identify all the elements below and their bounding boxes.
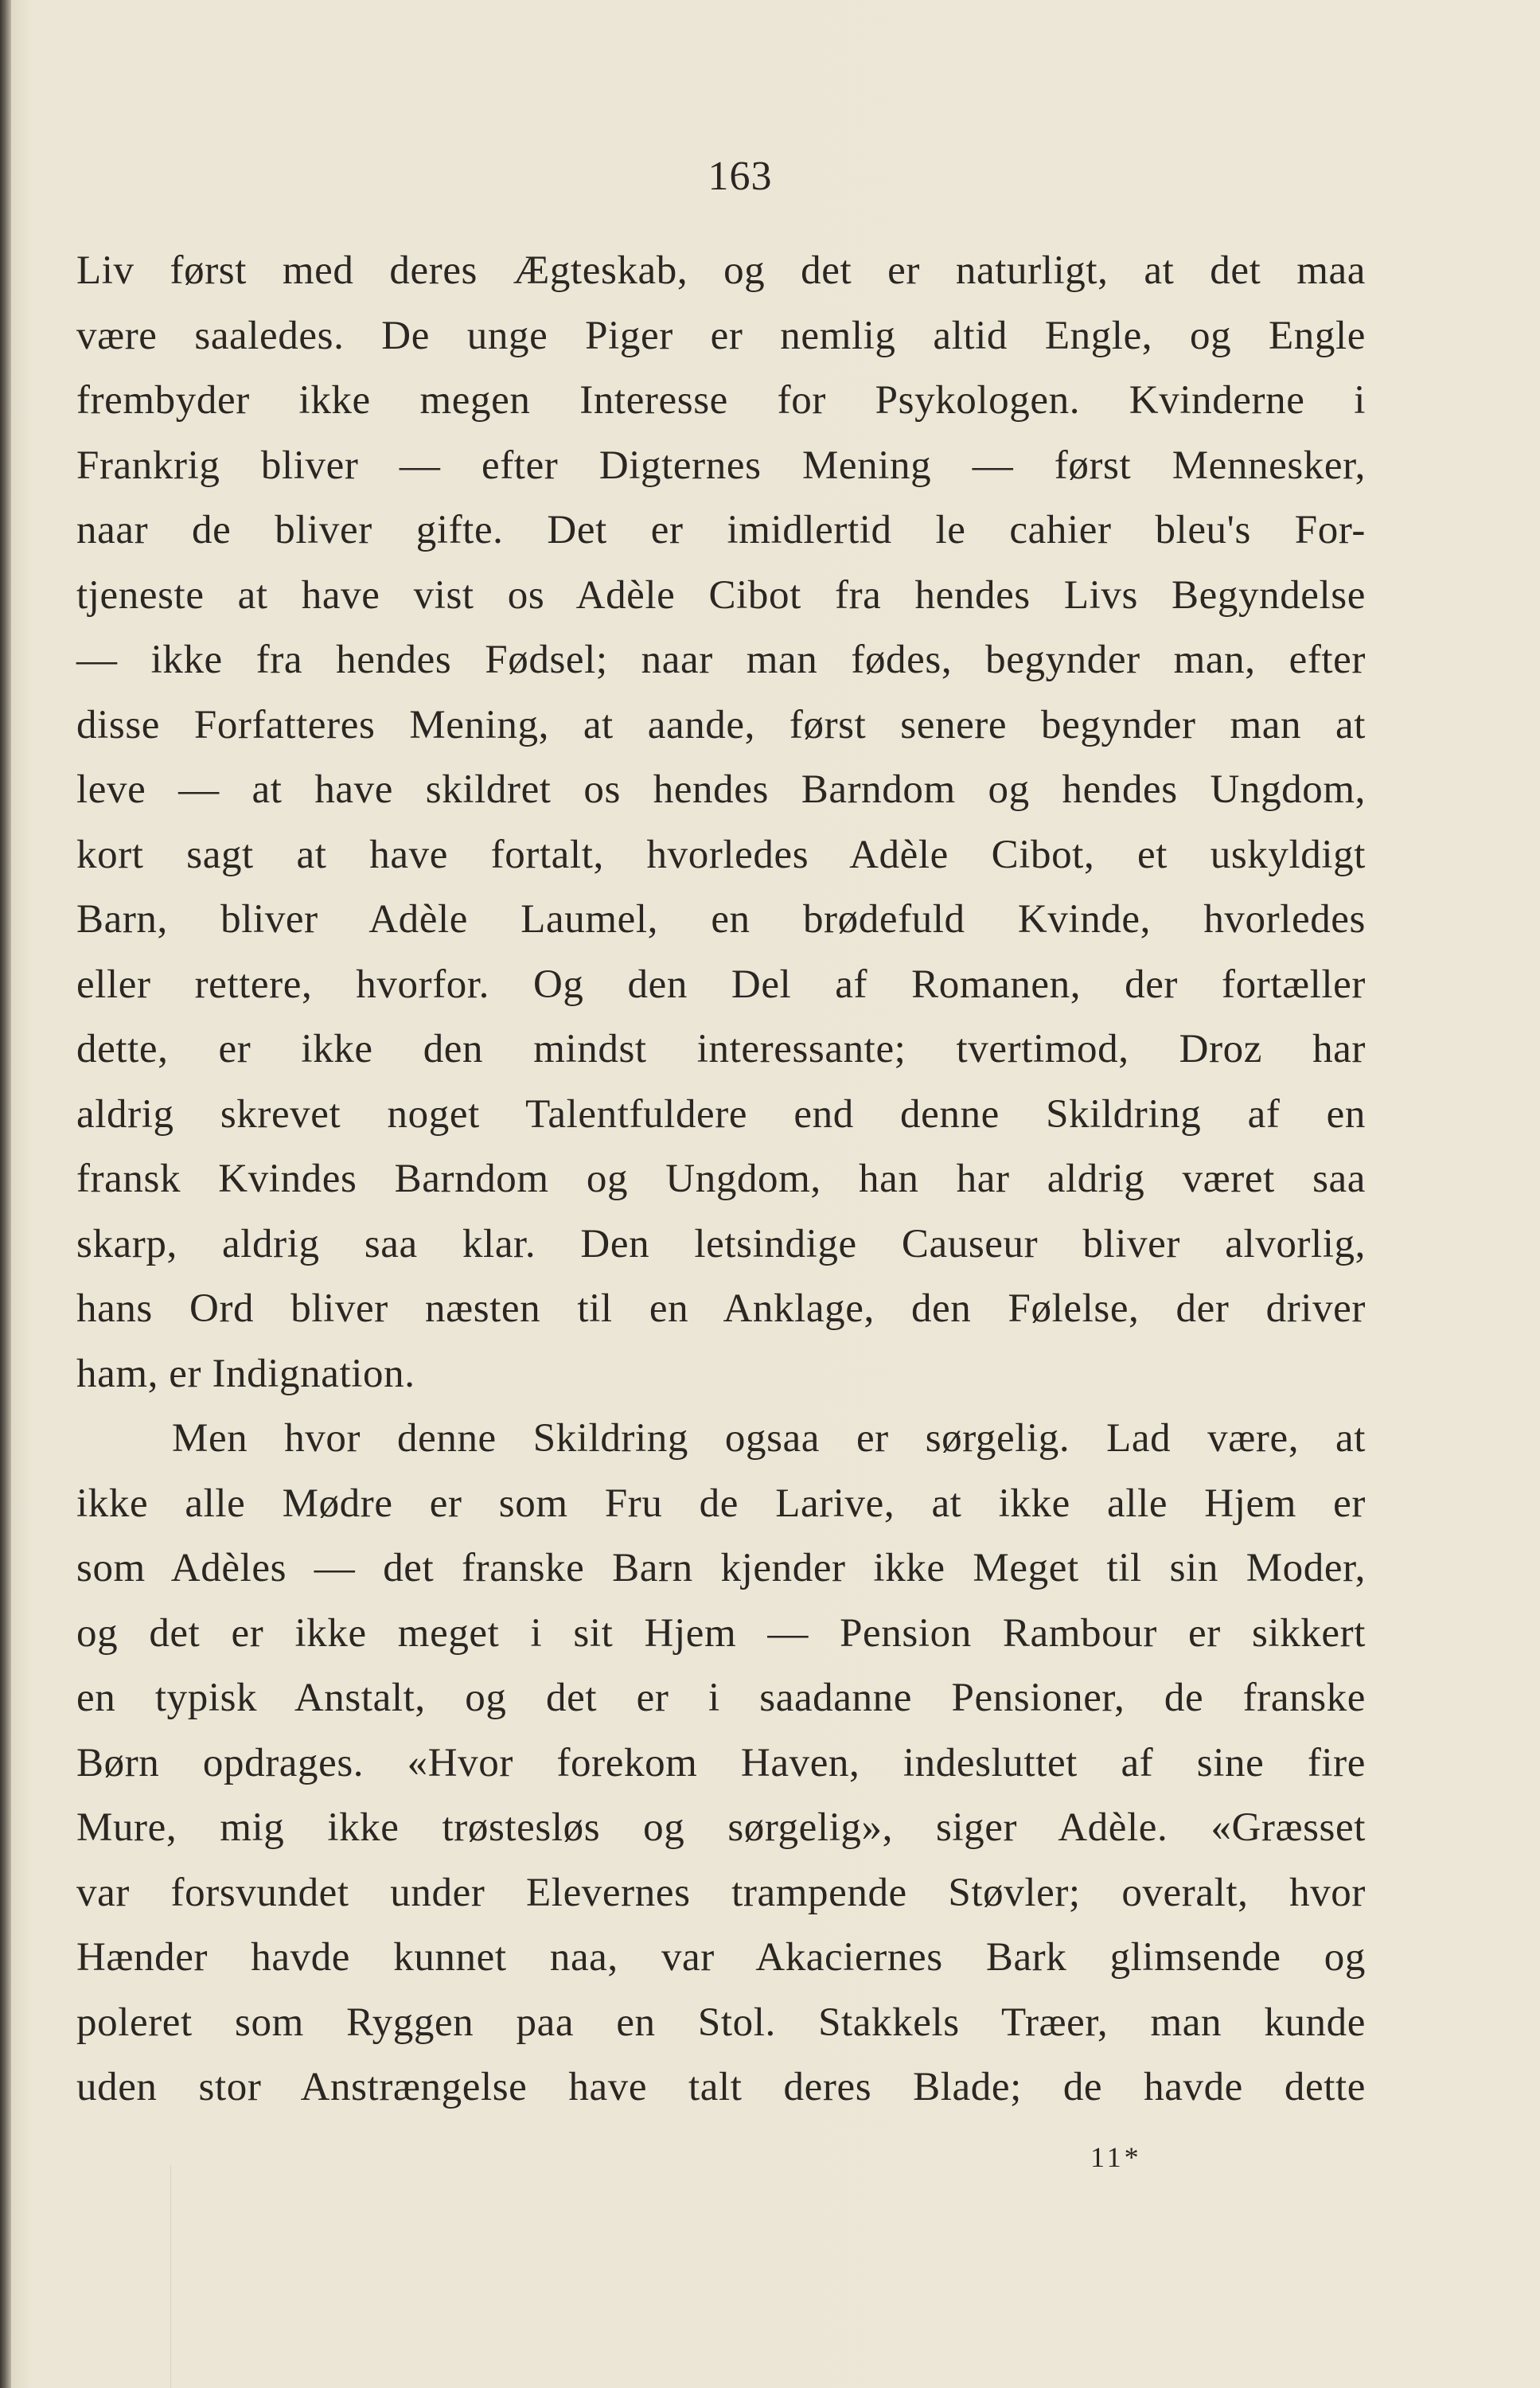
text-line: naar de bliver gifte. Det er imidlertid le cahier bleu's For- (76, 508, 1366, 552)
text-line: fransk Kvindes Barndom og Ungdom, han har aldrig været saa (76, 1157, 1366, 1201)
text-line: ham, er Indignation. (76, 1351, 415, 1396)
text-line: være saaledes. De unge Piger er nemlig altid Engle, og Engle (76, 313, 1366, 358)
text-line: eller rettere, hvorfor. Og den Del af Romanen, der fortæller (76, 962, 1366, 1007)
text-line: Børn opdrages. «Hvor forekom Haven, indesluttet af sine fire (76, 1740, 1366, 1785)
text-line: skarp, aldrig saa klar. Den letsindige Causeur bliver alvorlig, (76, 1221, 1366, 1266)
text-line: — ikke fra hendes Fødsel; naar man fødes, begynder man, efter (76, 638, 1366, 682)
text-line: poleret som Ryggen paa en Stol. Stakkels Træer, man kunde (76, 2000, 1366, 2045)
text-line: tjeneste at have vist os Adèle Cibot fra hendes Livs Begyndelse (76, 572, 1366, 618)
text-line: disse Forfatteres Mening, at aande, først senere begynder man at (76, 702, 1366, 747)
binding-edge (0, 0, 11, 2388)
text-line: uden stor Anstrængelse have talt deres Blade; de havde dette (76, 2065, 1366, 2109)
text-line: Liv først med deres Ægteskab, og det er naturligt, at det maa (76, 248, 1366, 293)
text-line: var forsvundet under Elevernes trampende Støvler; overalt, hvor (76, 1870, 1366, 1915)
text-line: Frankrig bliver — efter Digternes Mening — først Mennesker, (76, 443, 1366, 488)
text-line: dette, er ikke den mindst interessante; tvertimod, Droz har (76, 1027, 1366, 1071)
text-line: kort sagt at have fortalt, hvorledes Adèle Cibot, et uskyldigt (76, 832, 1366, 877)
text-line: som Adèles — det franske Barn kjender ikke Meget til sin Moder, (76, 1546, 1366, 1590)
text-line: og det er ikke meget i sit Hjem — Pension Rambour er sikkert (76, 1610, 1366, 1656)
text-line: en typisk Anstalt, og det er i saadanne Pensioner, de franske (76, 1676, 1366, 1720)
text-line: leve — at have skildret os hendes Barndom og hendes Ungdom, (76, 767, 1366, 812)
text-line: aldrig skrevet noget Talentfuldere end denne Skildring af en (76, 1091, 1366, 1137)
paragraph-start-line: Men hvor denne Skildring ogsaa er sørgelig. Lad være, at (172, 1416, 1366, 1461)
text-line: hans Ord bliver næsten til en Anklage, den Følelse, der driver (76, 1286, 1366, 1331)
text-line: frembyder ikke megen Interesse for Psykologen. Kvinderne i (76, 378, 1366, 423)
signature-mark: 11* (1090, 2141, 1142, 2173)
lower-margin (11, 2165, 171, 2388)
body-text (76, 239, 1366, 2121)
text-line: Mure, mig ikke trøstesløs og sørgelig», siger Adèle. «Græsset (76, 1805, 1366, 1850)
text-line: ikke alle Mødre er som Fru de Larive, at ikke alle Hjem er (76, 1481, 1366, 1526)
text-line: Hænder havde kunnet naa, var Akaciernes Bark glimsende og (76, 1935, 1366, 1980)
page-number: 163 (708, 154, 773, 199)
text-line: Barn, bliver Adèle Laumel, en brødefuld Kvinde, hvorledes (76, 897, 1366, 942)
